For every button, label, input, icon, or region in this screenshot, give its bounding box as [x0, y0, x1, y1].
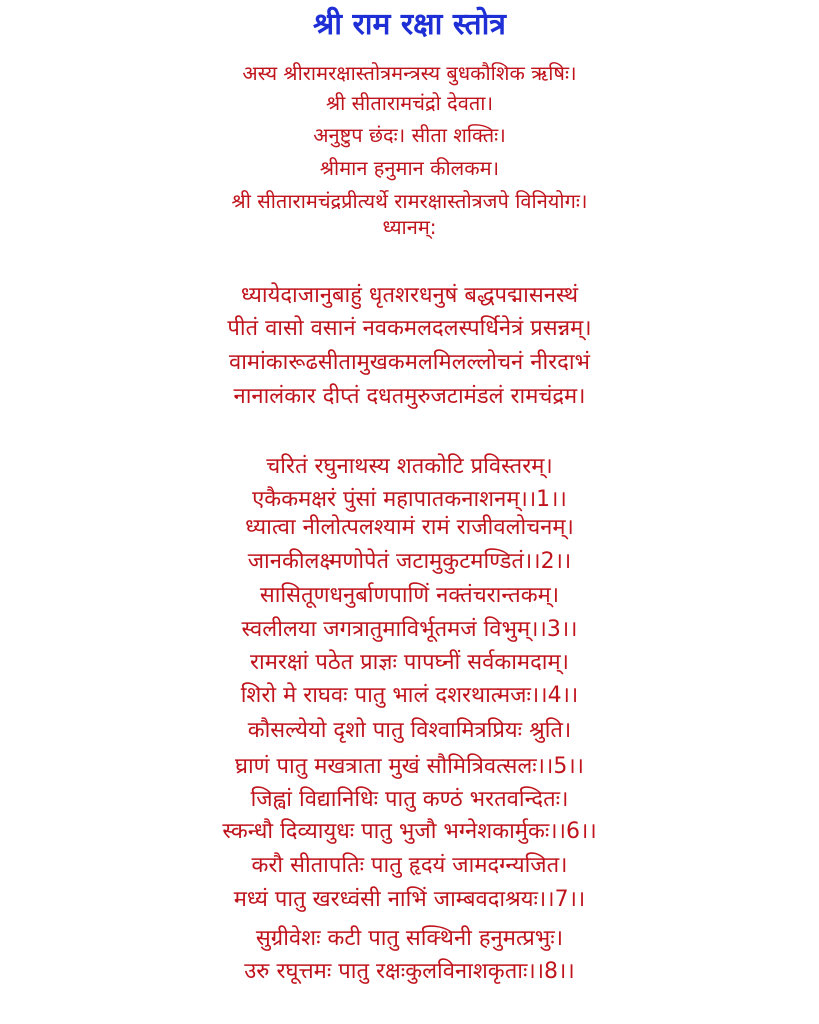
dhyanam-line: पीतं वासो वसानं नवकमलदलस्पर्धिनेत्रं प्रसन्नम्। [227, 316, 592, 341]
page-title: श्री राम रक्षा स्तोत्र [313, 7, 506, 42]
dhyanam-line: ध्यायेदाजानुबाहुं धृतशरधनुषं बद्धपद्मासनस्थं [240, 283, 579, 308]
intro-line: अस्य श्रीरामरक्षास्तोत्रमन्त्रस्य बुधकौशिक ऋषिः। [242, 61, 577, 85]
intro-line: अनुष्टुप छंदः। सीता शक्तिः। [313, 123, 506, 147]
verse-line: ध्यात्वा नीलोत्पलश्यामं रामं राजीवलोचनम्। [245, 515, 574, 540]
verse-line: शिरो मे राघवः पातु भालं दशरथात्मजः।।4।। [240, 683, 579, 708]
verse-line: घ्राणं पातु मखत्राता मुखं सौमित्रिवत्सलः।।5।। [234, 754, 585, 779]
verse-line: जिह्वां विद्यानिधिः पातु कण्ठं भरतवन्दितः। [250, 787, 569, 812]
intro-line: श्रीमान हनुमान कीलकम। [319, 156, 500, 180]
dhyanam-line: वामांकारूढसीतामुखकमलमिलल्लोचनं नीरदाभं [228, 350, 591, 375]
verse-line: सासितूणधनुर्बाणपाणिं नक्तंचरान्तकम्। [259, 583, 560, 608]
intro-line: श्री सीतारामचंद्रप्रीत्यर्थे रामरक्षास्तोत्रजपे विनियोगः। [231, 189, 588, 213]
verse-line: कौसल्येयो दृशो पातु विश्वामित्रप्रियः श्रुति। [247, 718, 572, 743]
dhyanam-line: नानालंकार दीप्तं दधतमुरुजटामंडलं रामचंद्रम। [233, 384, 586, 409]
verse-line: करौ सीतापतिः पातु हृदयं जामदग्न्यजित। [251, 853, 568, 878]
verse-line: सुग्रीवेशः कटी पातु सक्थिनी हनुमत्प्रभुः। [255, 926, 564, 951]
verse-line: स्वलीलया जगत्रातुमाविर्भूतमजं विभुम्।।3।। [241, 617, 578, 642]
verse-line: जानकीलक्ष्मणोपेतं जटामुकुटमण्डितं।।2।। [247, 549, 572, 574]
verse-line: मध्यं पातु खरध्वंसी नाभिं जाम्बवदाश्रयः।।7।। [233, 887, 586, 912]
verse-line: रामरक्षां पठेत प्राज्ञः पापघ्नीं सर्वकामदाम्। [250, 650, 569, 675]
verse-line: स्कन्धौ दिव्यायुधः पातु भुजौ भग्नेशकार्मुकः।।6।। [222, 819, 597, 844]
intro-line: श्री सीतारामचंद्रो देवता। [325, 91, 494, 115]
verse-line: चरितं रघुनाथस्य शतकोटि प्रविस्तरम्। [266, 454, 553, 479]
verse-line: एकैकमक्षरं पुंसां महापातकनाशनम्।।1।। [252, 487, 567, 512]
verse-line: उरु रघूत्तमः पातु रक्षःकुलविनाशकृताः।।8।। [244, 959, 575, 984]
section-heading: ध्यानम्: [382, 215, 437, 239]
